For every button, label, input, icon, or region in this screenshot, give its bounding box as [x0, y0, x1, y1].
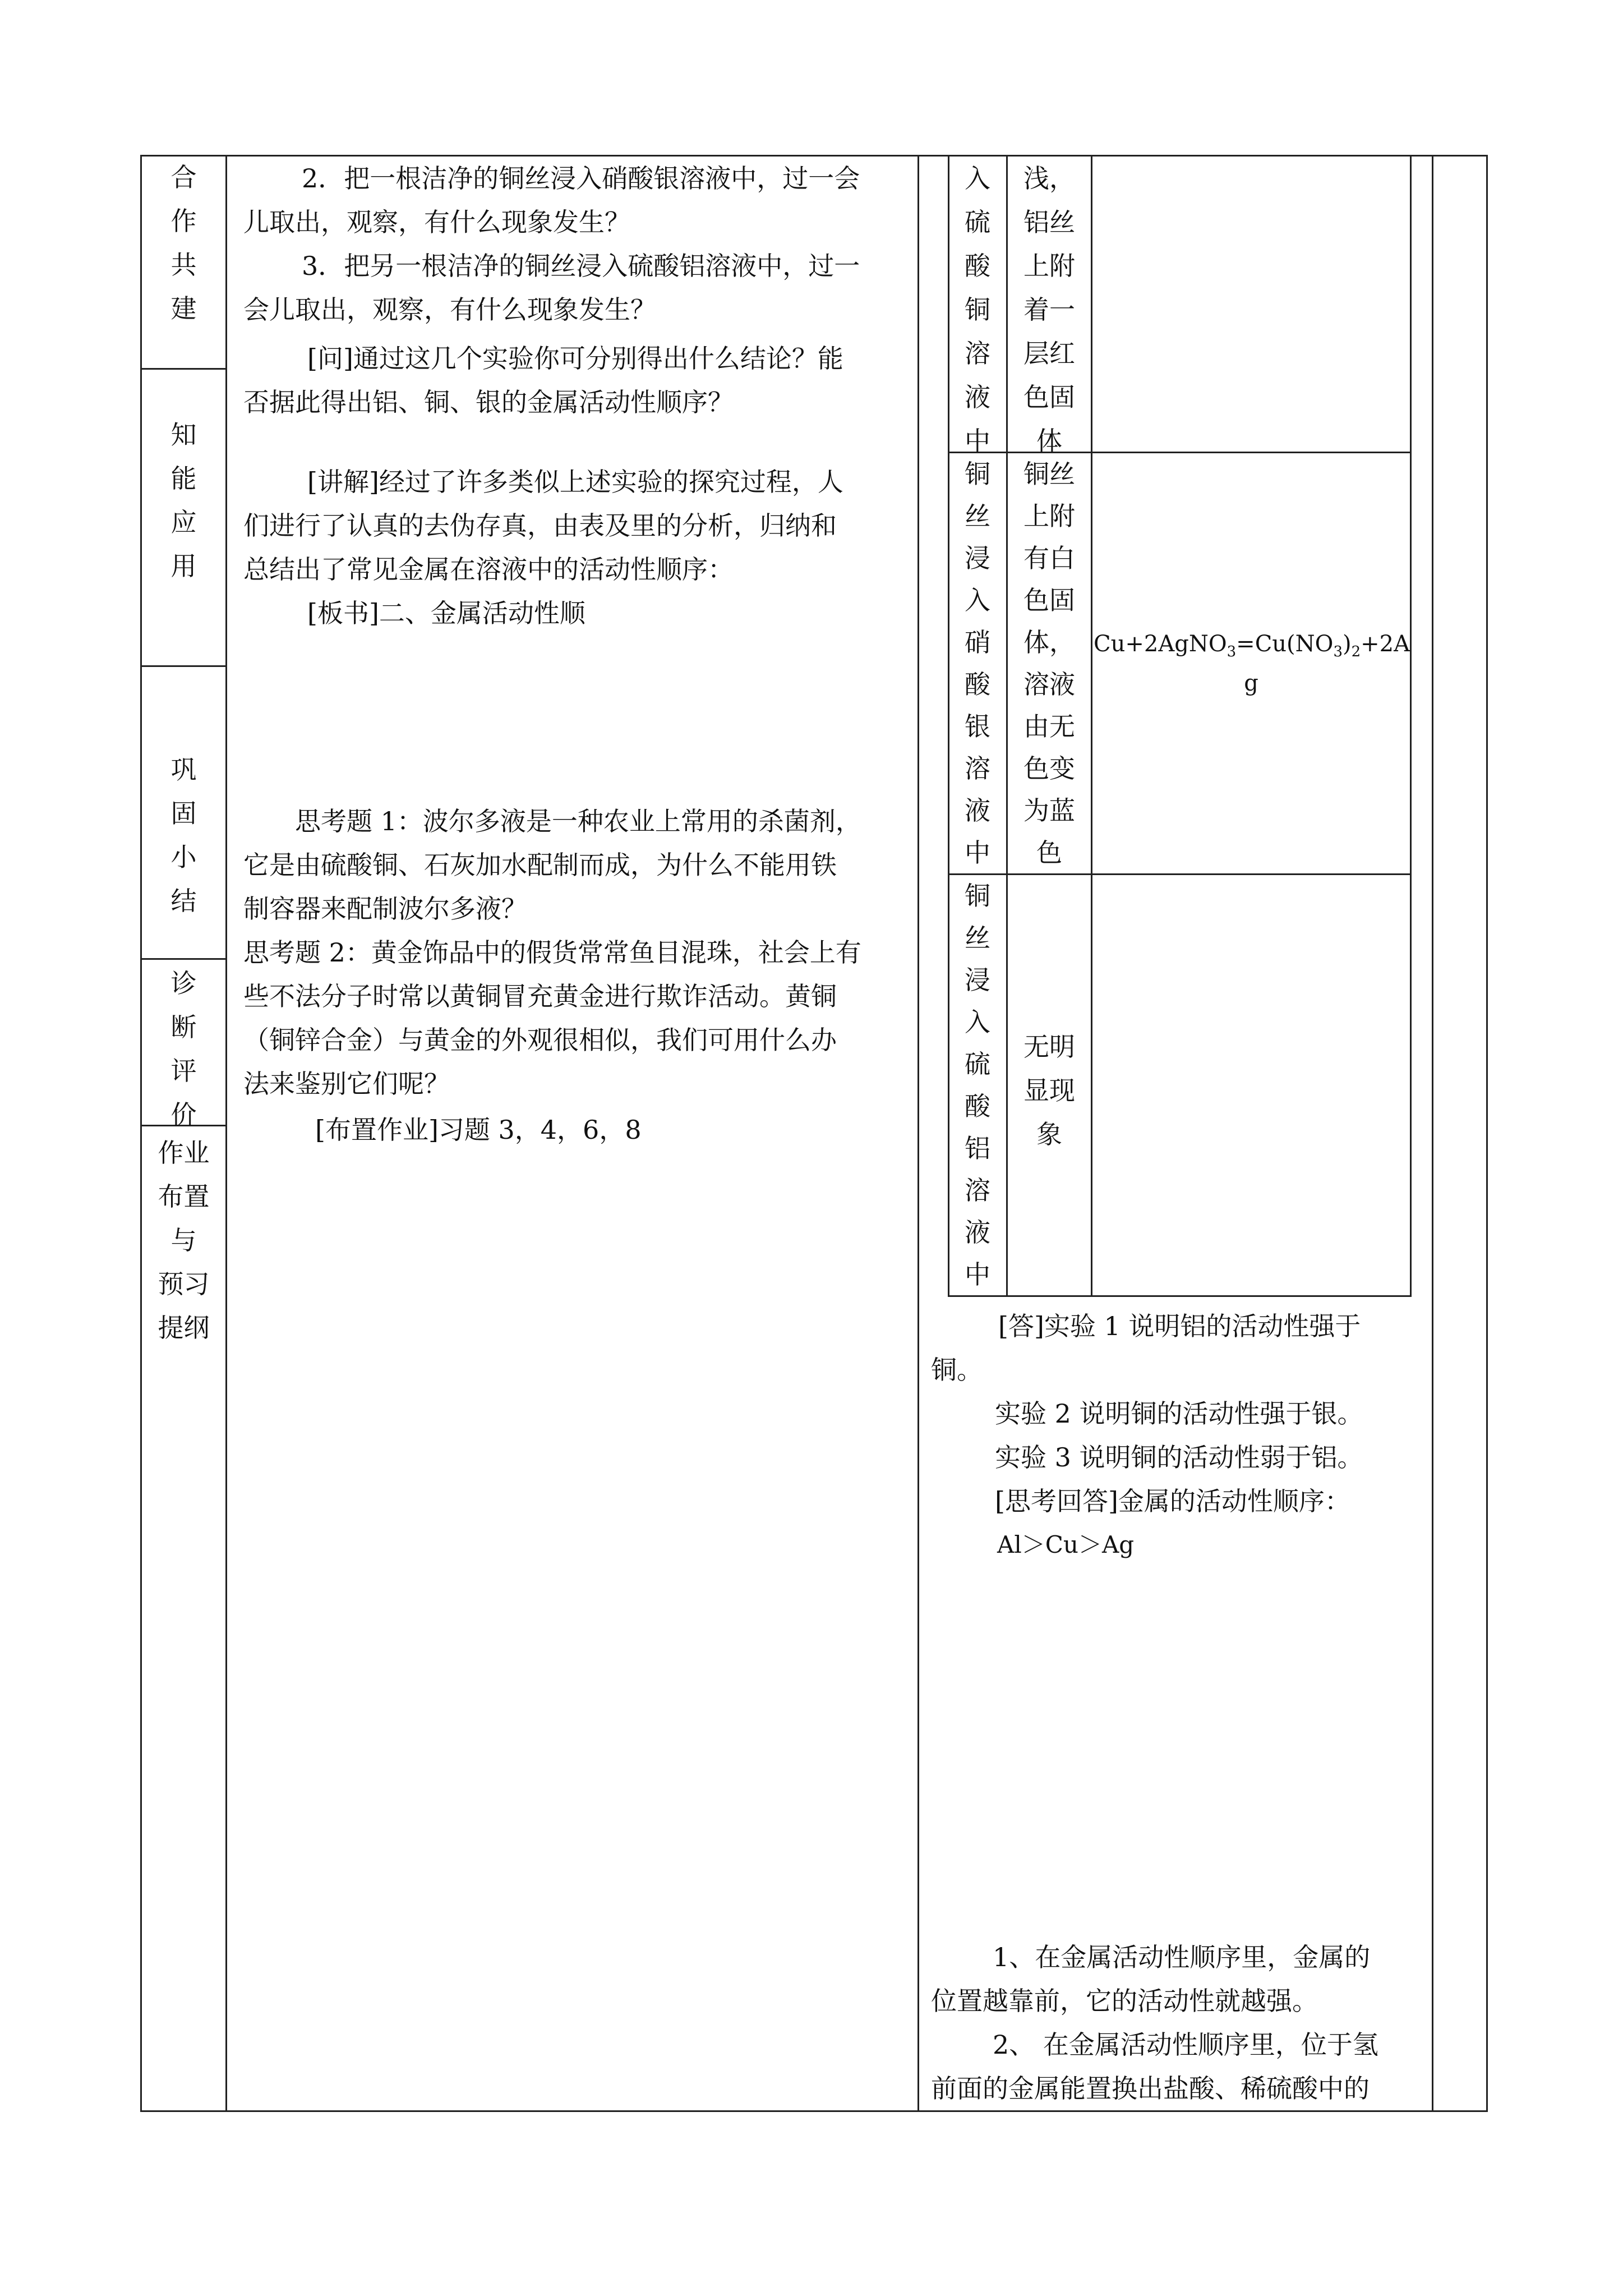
cell-line: 铜丝 — [1023, 459, 1075, 489]
text-line: [问]通过这几个实验你可分别得出什么结论？能 — [307, 343, 843, 374]
label-line: 与 — [170, 1225, 197, 1255]
label-divider-3 — [140, 958, 227, 960]
inner-border-right — [1410, 155, 1412, 1297]
text-line: 些不法分子时常以黄铜冒充黄金进行欺诈活动。黄铜 — [243, 981, 837, 1011]
cell-line: 色变 — [1023, 753, 1075, 784]
label-char: 能 — [170, 463, 197, 494]
label-char: 作 — [170, 206, 197, 236]
cell-line: 层红 — [1023, 338, 1075, 369]
cell-char: 中 — [965, 1259, 990, 1290]
cell-line: 体， — [1023, 627, 1075, 657]
cell-char: 铜 — [965, 881, 990, 911]
cell-char: 铜 — [965, 295, 990, 325]
label-char: 建 — [170, 293, 197, 324]
label-zhineng-yingyong — [140, 413, 227, 588]
cell-char: 酸 — [965, 1091, 990, 1121]
text-line: （铜锌合金）与黄金的外观很相似，我们可用什么办 — [243, 1025, 837, 1055]
row2-experiment — [949, 453, 1006, 874]
cell-char: 溶 — [965, 1175, 990, 1205]
text-line: 总结出了常见金属在溶液中的活动性顺序： — [243, 554, 734, 585]
label-zhenduan-pingjia — [140, 961, 227, 1137]
equation-subscript: 3 — [1227, 643, 1237, 660]
cell-line: 溶液 — [1023, 669, 1075, 700]
label-char: 价 — [170, 1099, 197, 1130]
text-line: 实验 2 说明铜的活动性强于银。 — [995, 1398, 1363, 1429]
row2-observation — [1007, 453, 1091, 874]
text-line: 思考题 1：波尔多液是一种农业上常用的杀菌剂， — [295, 806, 861, 836]
text-line: [答]实验 1 说明铝的活动性强于 — [998, 1311, 1361, 1341]
label-line: 提纲 — [158, 1313, 210, 1343]
text-line: 们进行了认真的去伪存真，由表及里的分析，归纳和 — [243, 510, 837, 541]
cell-char: 浸 — [965, 965, 990, 995]
cell-char: 液 — [965, 382, 990, 412]
text-line: 铜。 — [931, 1355, 983, 1385]
table-divider-3 — [1432, 155, 1433, 2112]
cell-line: 色固 — [1023, 382, 1075, 412]
text-line: 否据此得出铝、铜、银的金属活动性顺序？ — [243, 387, 734, 417]
cell-line: 上附 — [1023, 501, 1075, 531]
row1-experiment — [949, 157, 1006, 463]
text-line: 它是由硫酸铜、石灰加水配制而成，为什么不能用铁 — [243, 850, 837, 880]
cell-line: 有白 — [1023, 543, 1075, 573]
cell-line: 无明 — [1023, 1032, 1075, 1062]
label-zuoye-buzhi — [140, 1131, 227, 1350]
row3-experiment — [949, 875, 1006, 1296]
equation-part: =Cu(NO — [1236, 631, 1334, 657]
text-line: [板书]二、金属活动性顺 — [307, 598, 585, 628]
label-char: 评 — [170, 1056, 197, 1086]
cell-char: 溶 — [965, 753, 990, 784]
reaction-equation — [1094, 628, 1409, 699]
cell-char: 硝 — [965, 627, 990, 657]
equation-part: ) — [1343, 631, 1352, 657]
inner-border-bottom — [948, 1295, 1412, 1297]
cell-line: 色固 — [1023, 585, 1075, 615]
text-line: 会儿取出，观察，有什么现象发生？ — [243, 295, 656, 325]
text-line: 儿取出，观察，有什么现象发生？ — [243, 207, 630, 237]
cell-char: 银 — [965, 711, 990, 742]
text-line: 位置越靠前，它的活动性就越强。 — [931, 1986, 1318, 2016]
cell-char: 铝 — [965, 1133, 990, 1163]
table-divider-2 — [917, 155, 919, 2112]
cell-char: 入 — [965, 1007, 990, 1037]
label-char: 诊 — [170, 968, 197, 999]
cell-line: 铝丝 — [1023, 207, 1075, 237]
row3-observation — [1007, 1025, 1091, 1156]
text-line: 法来鉴别它们呢？ — [243, 1069, 450, 1099]
equation-line — [1094, 628, 1409, 668]
cell-char: 液 — [965, 795, 990, 826]
text-line: [思考回答]金属的活动性顺序： — [995, 1486, 1350, 1516]
cell-line: 浅， — [1023, 163, 1075, 194]
text-line: 3．把另一根洁净的铜丝浸入硫酸铝溶液中，过一 — [302, 251, 860, 281]
label-char: 断 — [170, 1012, 197, 1042]
cell-char: 硫 — [965, 207, 990, 237]
label-divider-1 — [140, 368, 227, 370]
equation-part: +2A — [1361, 631, 1410, 657]
label-hezuo-gongjian — [140, 155, 227, 330]
text-line: 思考题 2：黄金饰品中的假货常常鱼目混珠，社会上有 — [243, 937, 861, 968]
cell-char: 丝 — [965, 923, 990, 953]
text-line: 2．把一根洁净的铜丝浸入硝酸银溶液中，过一会 — [302, 163, 860, 194]
cell-char: 酸 — [965, 669, 990, 700]
text-line: [布置作业]习题 3，4，6，8 — [315, 1115, 642, 1145]
cell-char: 液 — [965, 1217, 990, 1248]
cell-char: 铜 — [965, 459, 990, 489]
equation-wrap: g — [1244, 670, 1258, 696]
cell-line: 体 — [1036, 426, 1062, 456]
label-char: 合 — [170, 162, 197, 192]
text-line: 前面的金属能置换出盐酸、稀硫酸中的 — [931, 2073, 1370, 2104]
label-divider-2 — [140, 665, 227, 667]
row1-observation — [1007, 157, 1091, 463]
cell-line: 由无 — [1023, 711, 1075, 742]
text-line: [讲解]经过了许多类似上述实验的探究过程，人 — [307, 467, 843, 497]
label-char: 应 — [170, 507, 197, 537]
label-line: 布置 — [158, 1181, 210, 1212]
equation-part: Cu+2AgNO — [1094, 631, 1227, 657]
cell-char: 酸 — [965, 251, 990, 281]
cell-char: 溶 — [965, 338, 990, 369]
text-line: Al＞Cu＞Ag — [997, 1531, 1135, 1558]
cell-line: 象 — [1036, 1119, 1062, 1149]
cell-char: 浸 — [965, 543, 990, 573]
label-char: 知 — [170, 420, 197, 450]
cell-char: 入 — [965, 163, 990, 194]
text-line: 制容器来配制波尔多液？ — [243, 894, 527, 924]
text-line: 2、 在金属活动性顺序里，位于氢 — [993, 2030, 1378, 2060]
label-char: 结 — [170, 886, 197, 916]
cell-char: 中 — [965, 426, 990, 456]
cell-line: 色 — [1036, 838, 1062, 868]
label-char: 用 — [170, 551, 197, 581]
equation-subscript: 3 — [1333, 643, 1343, 660]
label-char: 小 — [170, 842, 197, 872]
text-line: 实验 3 说明铜的活动性弱于铝。 — [995, 1442, 1363, 1473]
table-border-right — [1486, 155, 1488, 2112]
cell-char: 入 — [965, 585, 990, 615]
cell-char: 硫 — [965, 1049, 990, 1079]
label-char: 巩 — [170, 754, 197, 785]
cell-char: 中 — [965, 838, 990, 868]
label-char: 共 — [170, 250, 197, 280]
cell-line: 显现 — [1023, 1075, 1075, 1106]
text-line: 1、在金属活动性顺序里，金属的 — [993, 1942, 1371, 1972]
cell-line: 着一 — [1023, 295, 1075, 325]
table-border-bottom — [140, 2110, 1488, 2112]
label-char: 固 — [170, 798, 197, 829]
label-line: 预习 — [158, 1269, 210, 1299]
equation-subscript: 2 — [1351, 643, 1361, 660]
cell-char: 丝 — [965, 501, 990, 531]
label-gonggu-xiaojie — [140, 748, 227, 923]
label-line: 作业 — [158, 1138, 210, 1168]
cell-line: 上附 — [1023, 251, 1075, 281]
cell-line: 为蓝 — [1023, 795, 1075, 826]
